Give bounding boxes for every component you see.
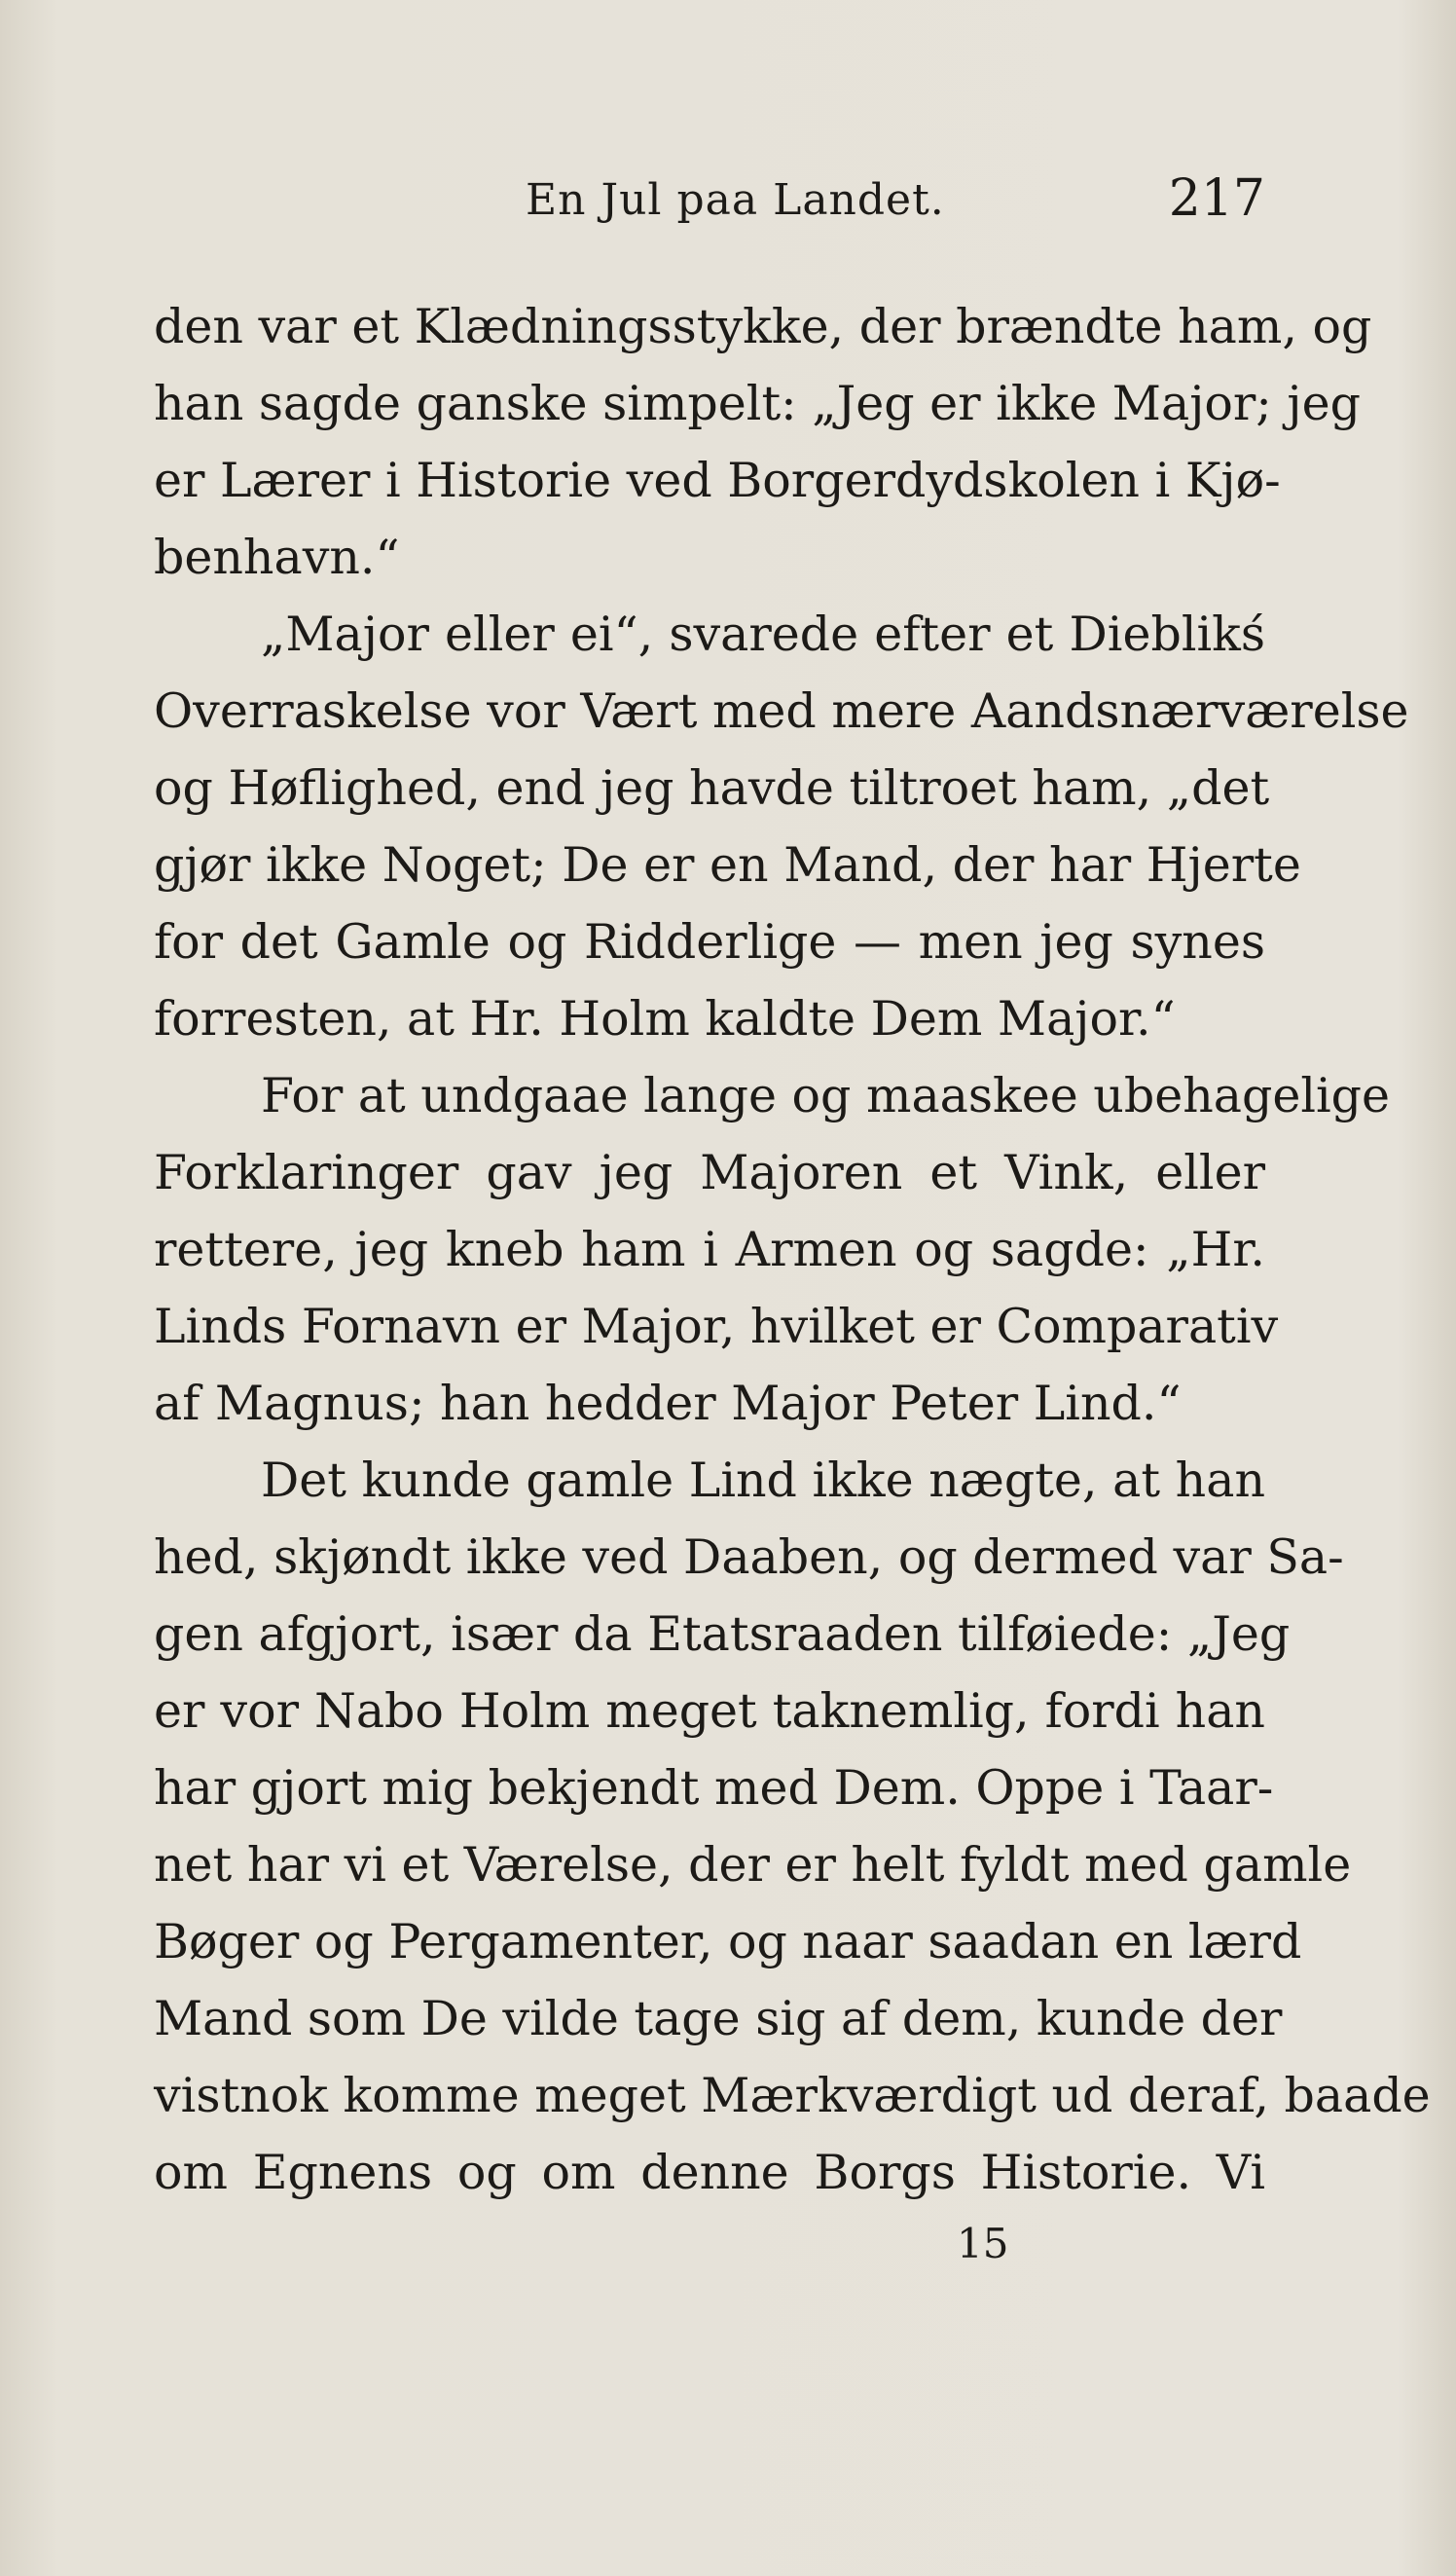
text-line: forresten, at Hr. Holm kaldte Dem Major.“ — [154, 991, 1176, 1047]
text-line: Bøger og Pergamenter, og naar saadan en lærd — [154, 1914, 1302, 1969]
text-line: af Magnus; han hedder Major Peter Lind.“ — [154, 1376, 1182, 1431]
text-line: gjør ikke Noget; De er en Mand, der har Hjerte — [154, 837, 1301, 893]
running-title: En Jul paa Landet. — [526, 175, 945, 225]
text-line: Forklaringer gav jeg Majoren et Vink, eller — [154, 1145, 1265, 1200]
text-line: vistnok komme meget Mærkværdigt ud deraf, baade — [154, 2068, 1431, 2123]
text-line: For at undgaae lange og maaskee ubehagelige — [261, 1068, 1391, 1123]
text-line: Overraskelse vor Vært med mere Aandsnærværelse — [154, 683, 1409, 739]
signature-mark: 15 — [957, 2220, 1009, 2267]
text-line: den var et Klædningsstykke, der brændte ham, og — [154, 299, 1372, 354]
text-line: gen afgjort, især da Etatsraaden tilføiede: „Jeg — [154, 1606, 1291, 1662]
text-line: er vor Nabo Holm meget taknemlig, fordi han — [154, 1683, 1265, 1739]
text-line: og Høflighed, end jeg havde tiltroet ham, „det — [154, 760, 1270, 816]
page-number: 217 — [1168, 169, 1265, 228]
text-line: er Lærer i Historie ved Borgerdydskolen i Kjø- — [154, 453, 1281, 508]
page-header — [156, 166, 1265, 243]
text-line: hed, skjøndt ikke ved Daaben, og dermed var Sa- — [154, 1529, 1344, 1585]
text-line: Linds Fornavn er Major, hvilket er Comparativ — [154, 1299, 1279, 1354]
text-line: har gjort mig bekjendt med Dem. Oppe i Taar- — [154, 1760, 1274, 1816]
text-line: Det kunde gamle Lind ikke nægte, at han — [261, 1453, 1265, 1508]
text-line: om Egnens og om denne Borgs Historie. Vi — [154, 2145, 1265, 2200]
text-line: rettere, jeg kneb ham i Armen og sagde: „Hr. — [154, 1222, 1265, 1277]
text-line: Mand som De vilde tage sig af dem, kunde der — [154, 1991, 1283, 2046]
body-text — [154, 288, 1431, 2211]
text-line: „Major eller ei“, svarede efter et Dieblikś — [261, 607, 1265, 662]
text-line: net har vi et Værelse, der er helt fyldt med gamle — [154, 1837, 1352, 1893]
text-line: han sagde ganske simpelt: „Jeg er ikke Major; jeg — [154, 376, 1361, 431]
text-line: benhavn.“ — [154, 530, 400, 585]
text-line: for det Gamle og Ridderlige — men jeg synes — [154, 914, 1265, 970]
